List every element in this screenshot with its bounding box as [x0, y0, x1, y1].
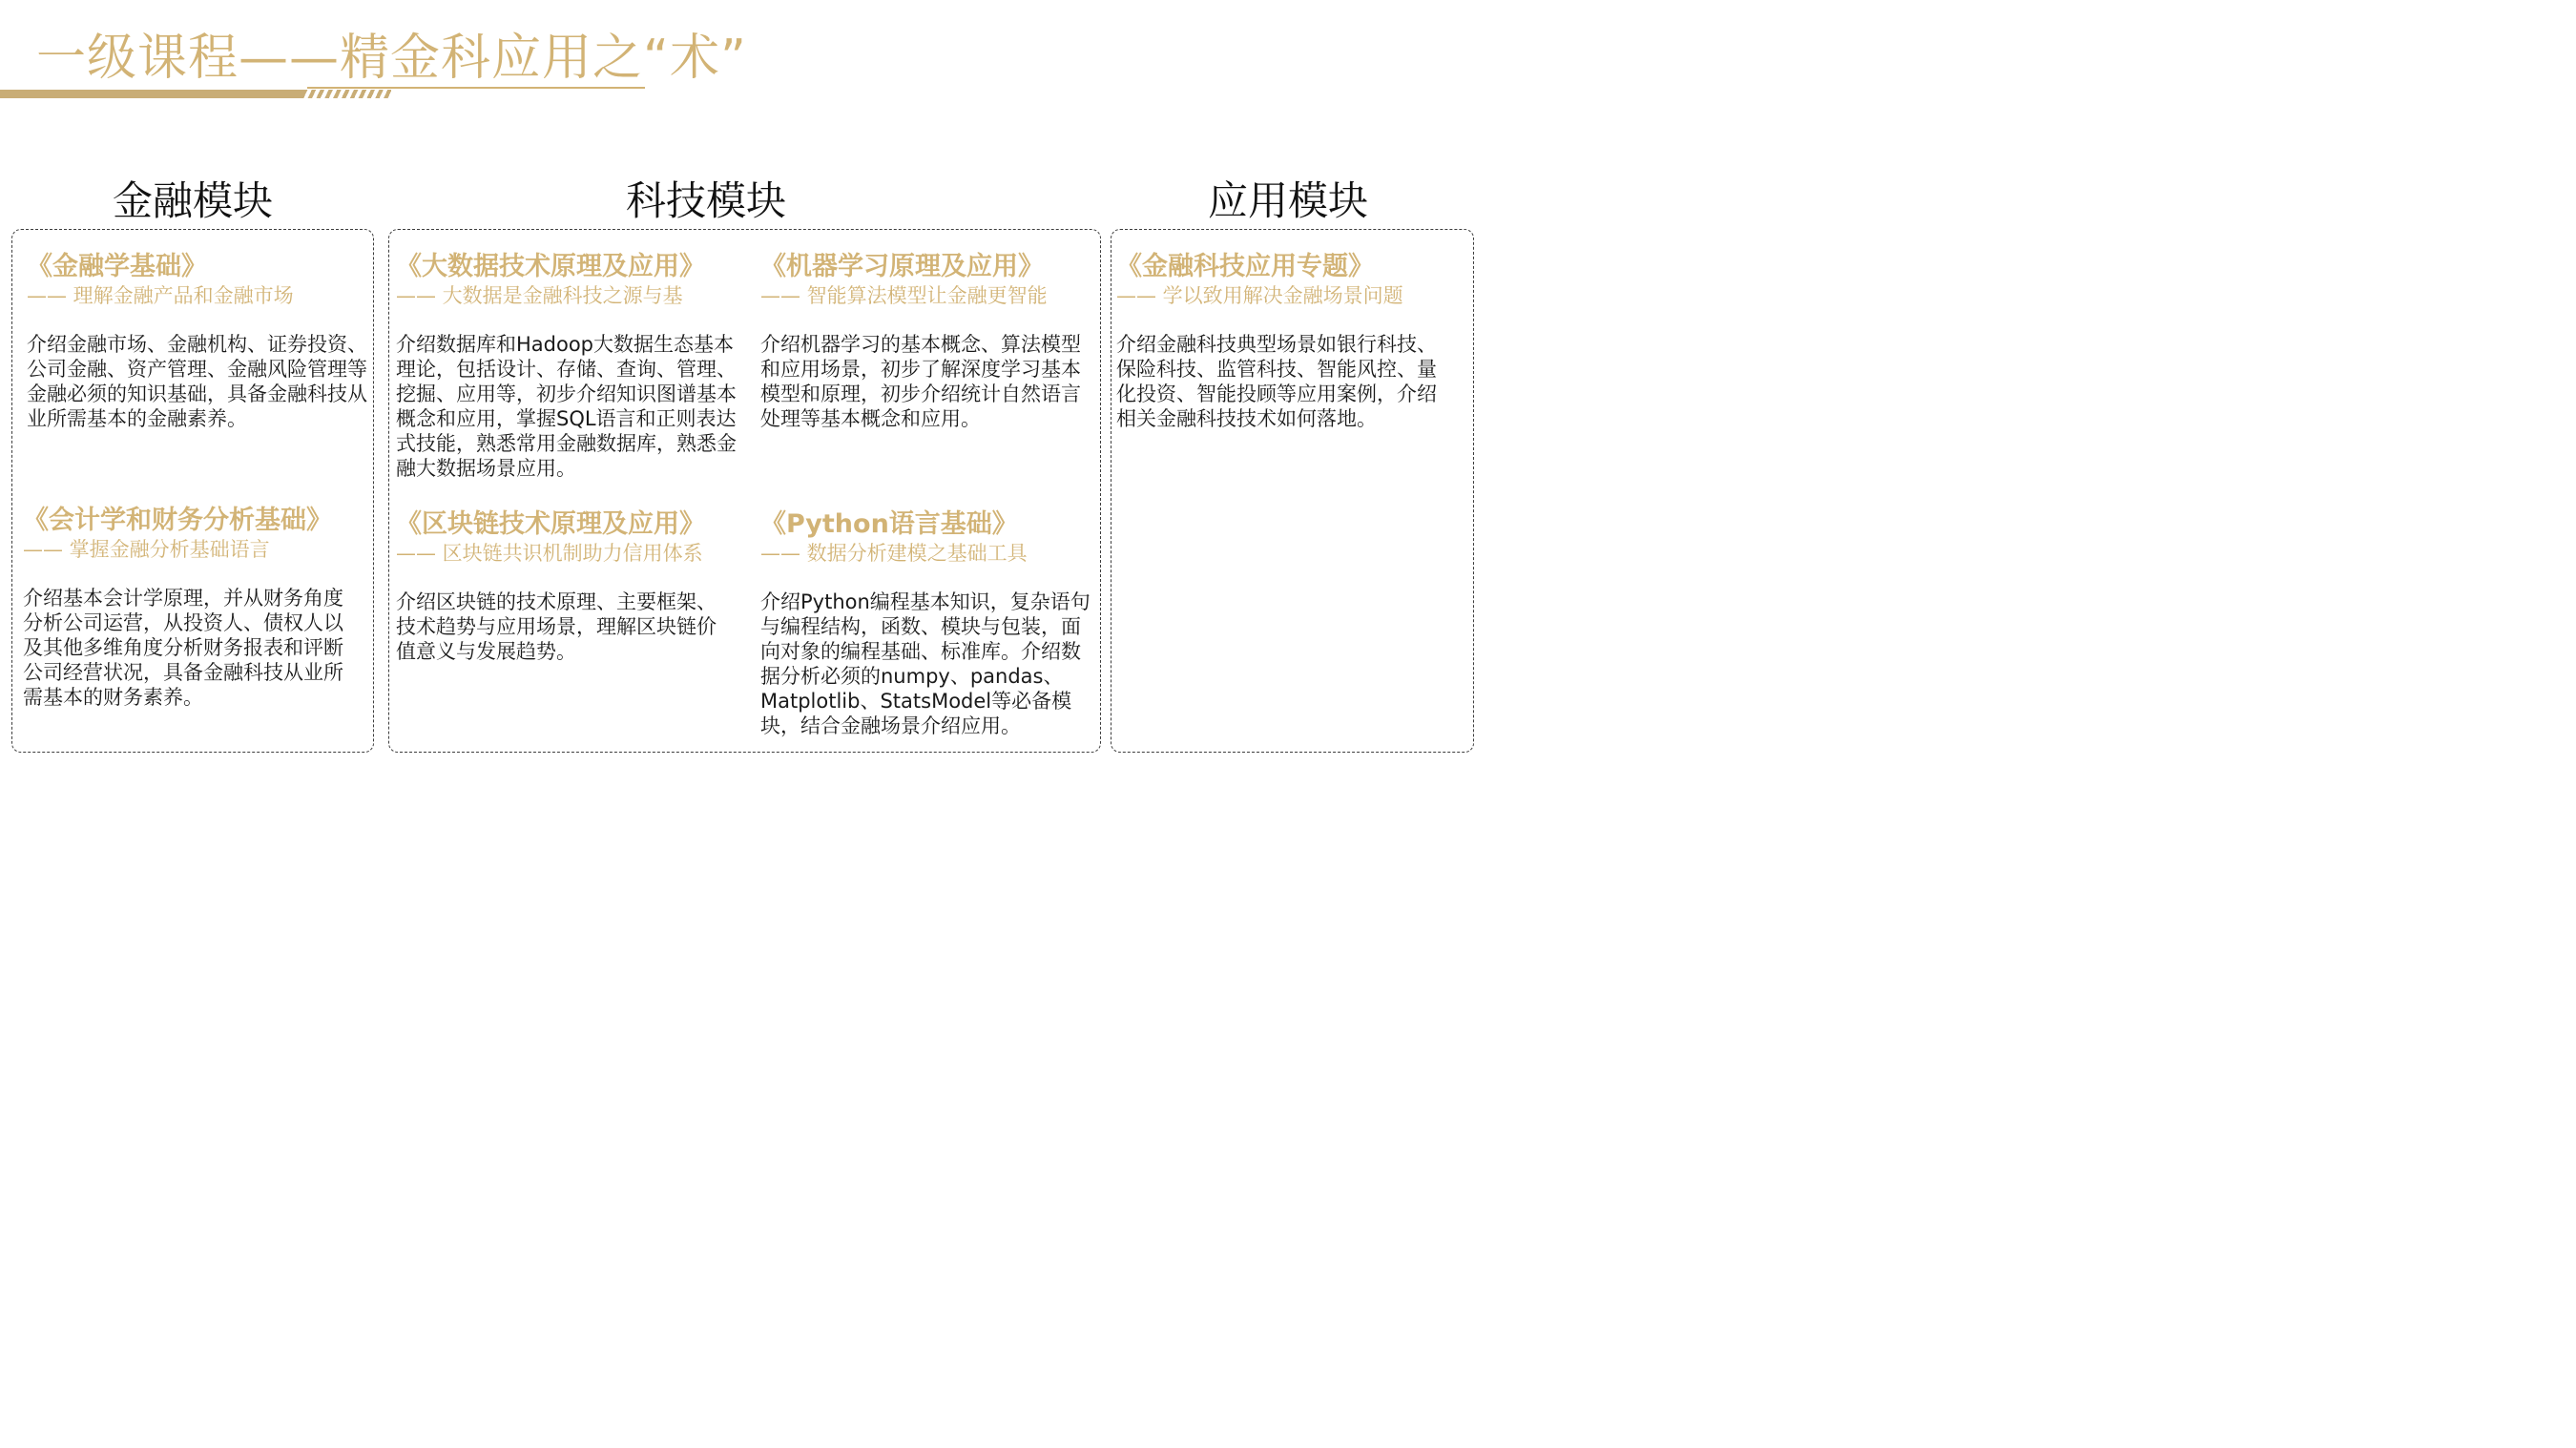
course-title: 《区块链技术原理及应用》	[396, 509, 705, 539]
course-card	[396, 509, 705, 567]
course-description: 介绍金融科技典型场景如银行科技、保险科技、监管科技、智能风控、量化投资、智能投顾等应用案例，介绍相关金融科技技术如何落地。	[1116, 333, 1437, 430]
course-subtitle: —— 区块链共识机制助力信用体系	[396, 542, 703, 565]
course-card	[396, 252, 705, 309]
course-card	[23, 506, 332, 563]
title-underline-stripes	[303, 90, 391, 98]
title-underline	[0, 90, 307, 98]
page-title: 一级课程——精金科应用之“术”	[36, 30, 747, 87]
course-description: 介绍金融市场、金融机构、证券投资、公司金融、资产管理、金融风险管理等金融必须的知识基础，具备金融科技从业所需基本的金融素养。	[27, 333, 367, 430]
course-title: 《会计学和财务分析基础》	[23, 506, 332, 535]
course-subtitle: —— 掌握金融分析基础语言	[23, 538, 270, 561]
course-card	[760, 509, 1028, 567]
course-subtitle: —— 大数据是金融科技之源与基	[396, 284, 683, 307]
course-card	[27, 252, 294, 309]
course-subtitle: —— 理解金融产品和金融市场	[27, 284, 294, 307]
course-description: 介绍Python编程基本知识，复杂语句与编程结构，函数、模块与包装，面向对象的编程基础、标准库。介绍数据分析必须的numpy、pandas、Matplotlib、StatsModel等必备模块，结合金融场景介绍应用。	[760, 590, 1091, 737]
course-description: 介绍区块链的技术原理、主要框架、技术趋势与应用场景，理解区块链价值意义与发展趋势。	[396, 590, 717, 663]
course-title: 《Python语言基础》	[760, 509, 1018, 539]
course-title: 《金融学基础》	[27, 252, 207, 281]
course-title: 《大数据技术原理及应用》	[396, 252, 705, 281]
course-title: 《机器学习原理及应用》	[760, 252, 1044, 281]
course-description: 介绍基本会计学原理，并从财务角度分析公司运营，从投资人、债权人以及其他多维角度分析财务报表和评断公司经营状况，具备金融科技从业所需基本的财务素养。	[23, 587, 343, 709]
application-module-heading: 应用模块	[1208, 177, 1369, 224]
course-card	[760, 252, 1048, 309]
course-subtitle: —— 学以致用解决金融场景问题	[1116, 284, 1403, 307]
tech-module-heading: 科技模块	[626, 177, 787, 224]
course-title: 《金融科技应用专题》	[1116, 252, 1374, 281]
title-underline-thin	[307, 87, 645, 89]
course-subtitle: —— 智能算法模型让金融更智能	[760, 284, 1048, 307]
course-description: 介绍数据库和Hadoop大数据生态基本理论，包括设计、存储、查询、管理、挖掘、应用等，初步介绍知识图谱基本概念和应用，掌握SQL语言和正则表达式技能，熟悉常用金融数据库，熟悉金融大数据场景应用。	[396, 333, 737, 480]
course-subtitle: —— 数据分析建模之基础工具	[760, 542, 1028, 565]
course-card	[1116, 252, 1403, 309]
course-description: 介绍机器学习的基本概念、算法模型和应用场景，初步了解深度学习基本模型和原理，初步介绍统计自然语言处理等基本概念和应用。	[760, 333, 1081, 430]
finance-module-heading: 金融模块	[113, 177, 274, 224]
